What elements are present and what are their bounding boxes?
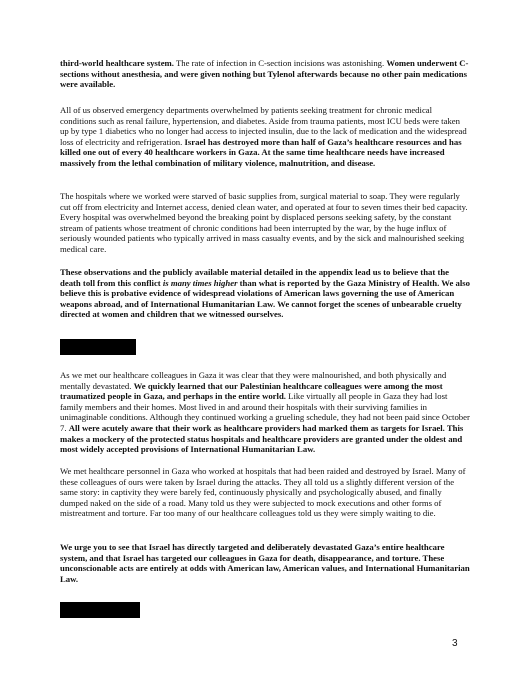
bold-italic-text-run: is many times higher: [162, 277, 238, 288]
text-run: The hospitals where we worked were starved of basic supplies from, surgical material to soap. They were regularly cut off from electricity and Internet access, denied clean water, and operated at four to seven times their bed capacity. Every hospital was overwhelmed beyond the breaking point by displaced persons seeking safety, by the constant stream of patients whose treatment of chronic conditions had been interrupted by the war, by the huge influx of seriously wounded patients who typically arrived in mass casualty events, and by the sick and malnourished seeking medical care.: [60, 191, 468, 254]
text-run: The rate of infection in C-section incisions was astonishing.: [173, 58, 387, 68]
paragraph-healthcare-colleagues: [60, 370, 470, 455]
paragraph-hospital-supplies: [60, 191, 470, 255]
bold-text-run: These observations and the publicly available material detailed in the appendix lead us to believe that the death toll from this conflict: [60, 267, 450, 288]
text-run: Like virtually all people in Gaza they had lost family members and their homes. Most lived in and around their hospitals with their surviving families in unimaginable conditions. Although they continued working a grueling schedule, they had not been paid since October 7.: [60, 391, 470, 433]
paragraph-urge: [60, 542, 470, 584]
text-run: We met healthcare personnel in Gaza who worked at hospitals that had been raided and destroyed by Israel. Many of these colleagues of ours were taken by Israel during the attacks. They all told us a slightly different version of the same story: in captivity they were barely fed, continuously physically and psychologically abused, and finally dumped naked on the side of a road. Many told us they were subjected to mock executions and other forms of mistreatment and torture. Far too many of our healthcare colleagues told us they were simply waiting to die.: [60, 466, 466, 519]
paragraph-emergency-departments: [60, 105, 470, 169]
bold-text-run: Israel has destroyed more than half of Gaza’s healthcare resources and has killed one out of every 40 healthcare workers in Gaza. At the same time healthcare needs have increased massively from the lethal combination of military violence, malnutrition, and disease.: [60, 136, 462, 168]
bold-text-run: We quickly learned that our Palestinian healthcare colleagues were among the most traumatized people in Gaza, and perhaps in the entire world.: [60, 380, 443, 402]
paragraph-c-section: [60, 58, 470, 90]
page-number: 3: [452, 638, 458, 649]
bold-text-run: than what is reported by the Gaza Ministry of Health. We also believe this is probative evidence of widespread violations of American laws governing the use of American weapons abroad, and of International Humanitarian Law. We cannot forget the scenes of unbearable cruelty directed at women and children that we witnessed ourselves.: [60, 277, 470, 320]
text-run: All of us observed emergency departments overwhelmed by patients seeking treatment for chronic medical conditions such as renal failure, hypertension, and diabetes. Aside from trauma patients, most ICU beds were taken up by type 1 diabetics who no longer had access to injected insulin, due to the lack of medication and the widespread loss of electricity and refrigeration.: [60, 105, 467, 147]
bold-text-run: Women underwent C-sections without anesthesia, and were given nothing but Tylenol afterwards because no other pain medications were available.: [60, 58, 469, 90]
text-run: As we met our healthcare colleagues in Gaza it was clear that they were malnourished, and both physically and mentally devastated.: [60, 370, 447, 391]
redacted-signature-block: [60, 602, 140, 618]
bold-text-run: third-world healthcare system.: [60, 58, 174, 68]
redacted-heading-block: [60, 339, 136, 355]
paragraph-death-toll: [60, 267, 470, 320]
bold-text-run: All were acutely aware that their work as healthcare providers had marked them as targets for Israel. This makes a mockery of the protected status hospitals and healthcare providers are granted under the oldest and most widely accepted provisions of International Humanitarian Law.: [60, 422, 464, 455]
bold-text-run: We urge you to see that Israel has directly targeted and deliberately devastated Gaza’s entire healthcare system, and that Israel has targeted our colleagues in Gaza for death, disappearance, and torture. These unconscionable acts are entirely at odds with American law, American values, and International Humanitarian Law.: [60, 542, 470, 584]
paragraph-detained-personnel: [60, 466, 470, 519]
